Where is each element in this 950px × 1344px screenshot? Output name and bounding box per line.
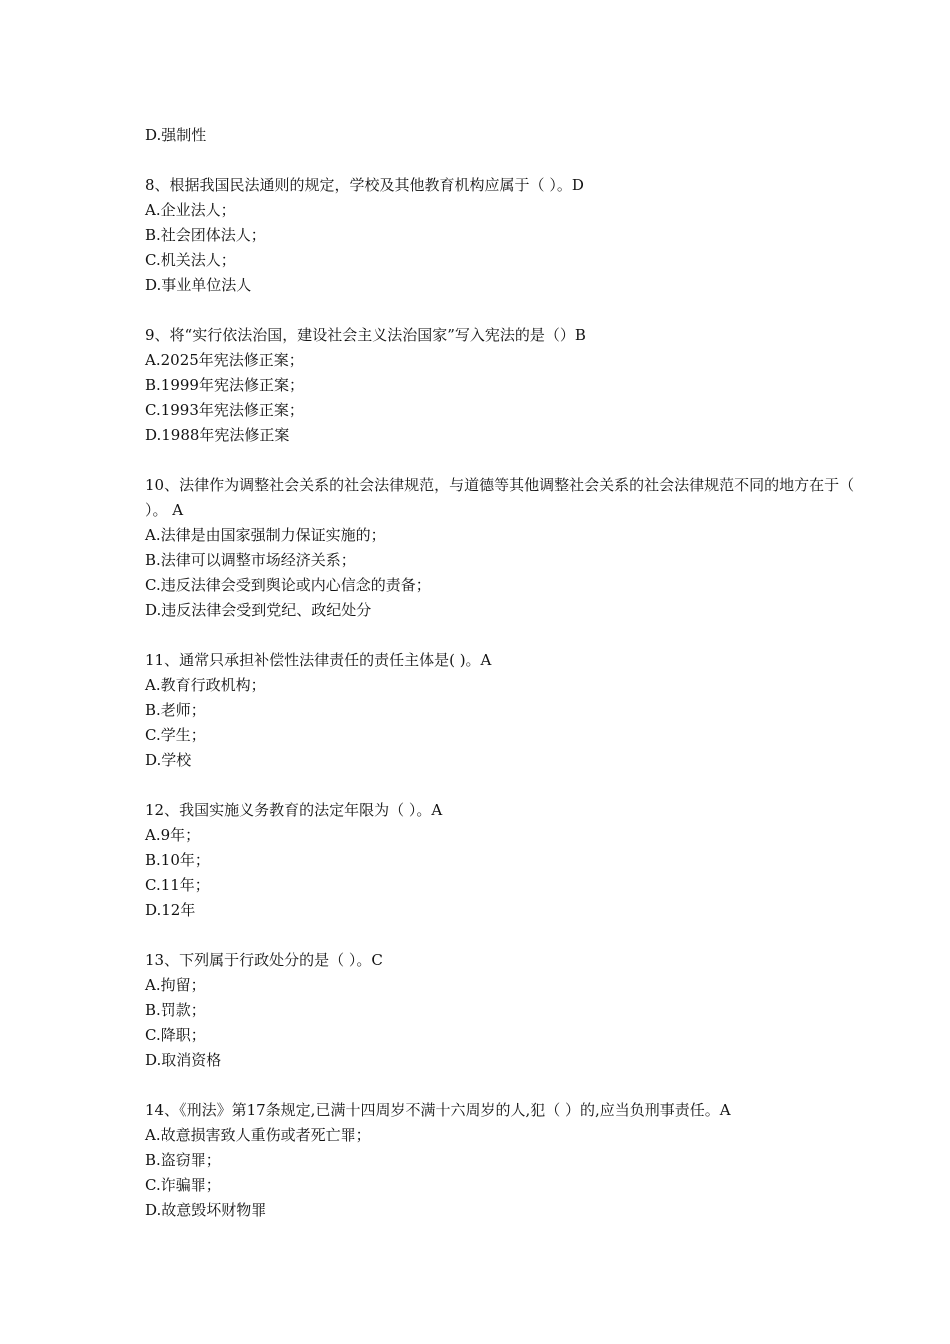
- question-block: [145, 173, 855, 298]
- question-block: [145, 323, 855, 448]
- answer-option: A.拘留；: [145, 976, 206, 994]
- answer-option: A.2025年宪法修正案；: [145, 351, 304, 369]
- question-block: [145, 798, 855, 923]
- question-stem: 8、根据我国民法通则的规定，学校及其他教育机构应属于（ ）。D: [145, 176, 584, 194]
- question-stem: 14、《刑法》第17条规定,已满十四周岁不满十六周岁的人,犯（ ）的,应当负刑事责任。A: [145, 1101, 731, 1119]
- answer-option: D.学校: [145, 751, 192, 769]
- answer-option: C.违反法律会受到舆论或内心信念的责备；: [145, 576, 431, 594]
- answer-option: A.教育行政机构；: [145, 676, 266, 694]
- answer-option: A.9年；: [145, 826, 201, 844]
- answer-option: B.法律可以调整市场经济关系；: [145, 551, 356, 569]
- answer-option: A.故意损害致人重伤或者死亡罪；: [145, 1126, 371, 1144]
- answer-option: A.法律是由国家强制力保证实施的；: [145, 526, 386, 544]
- question-block: [145, 948, 855, 1073]
- answer-option: B.1999年宪法修正案；: [145, 376, 304, 394]
- question-stem: 13、下列属于行政处分的是（ ）。C: [145, 951, 383, 969]
- answer-option: C.机关法人；: [145, 251, 236, 269]
- question-block: [145, 473, 855, 623]
- answer-option: D.故意毁坏财物罪: [145, 1201, 267, 1219]
- answer-option: C.11年；: [145, 876, 210, 894]
- answer-option: B.社会团体法人；: [145, 226, 266, 244]
- document-content: [145, 123, 855, 1223]
- answer-option: A.企业法人；: [145, 201, 236, 219]
- question-block: [145, 1098, 855, 1223]
- leading-option: D.强制性: [145, 126, 207, 144]
- answer-option: B.10年；: [145, 851, 210, 869]
- answer-option: B.老师；: [145, 701, 206, 719]
- answer-option: D.12年: [145, 901, 196, 919]
- question-stem: 11、通常只承担补偿性法律责任的责任主体是( )。A: [145, 651, 492, 669]
- answer-option: C.1993年宪法修正案；: [145, 401, 304, 419]
- answer-option: C.诈骗罪；: [145, 1176, 221, 1194]
- answer-option: D.违反法律会受到党纪、政纪处分: [145, 601, 372, 619]
- answer-option: D.取消资格: [145, 1051, 222, 1069]
- question-block: [145, 648, 855, 773]
- answer-option: B.盗窃罪；: [145, 1151, 221, 1169]
- question-stem: 10、法律作为调整社会关系的社会法律规范，与道德等其他调整社会关系的社会法律规范不同的地方在于（ ）。 A: [145, 476, 855, 519]
- answer-option: B.罚款；: [145, 1001, 206, 1019]
- answer-option: C.降职；: [145, 1026, 206, 1044]
- question-stem: 12、我国实施义务教育的法定年限为（ ）。A: [145, 801, 443, 819]
- answer-option: D.事业单位法人: [145, 276, 252, 294]
- question-stem: 9、将“实行依法治国，建设社会主义法治国家”写入宪法的是（）B: [145, 326, 586, 344]
- answer-option: C.学生；: [145, 726, 206, 744]
- answer-option: D.1988年宪法修正案: [145, 426, 290, 444]
- question-list: [145, 173, 855, 1223]
